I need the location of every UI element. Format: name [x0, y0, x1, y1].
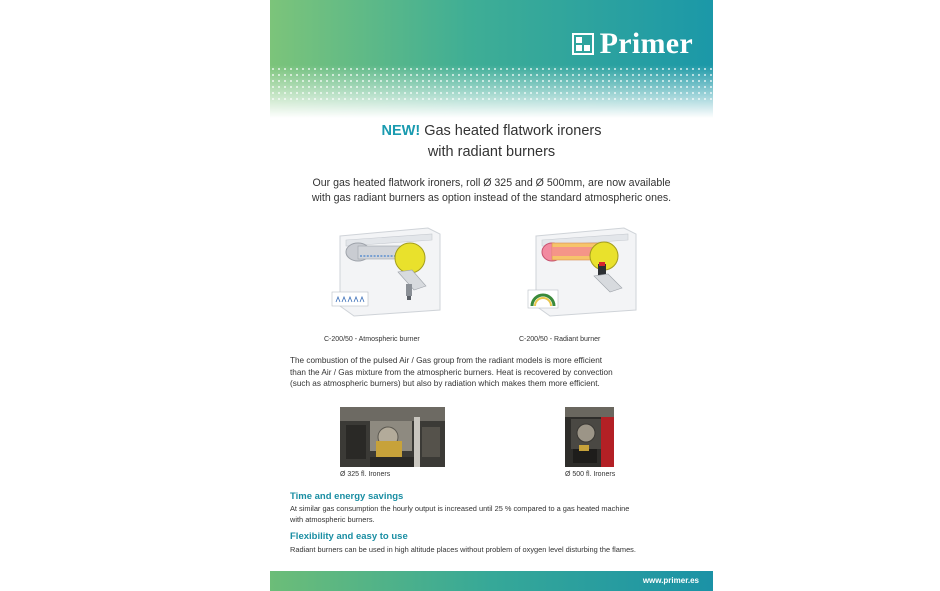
photo-325-ironer: [340, 407, 445, 467]
section-heading-flexibility: Flexibility and easy to use: [290, 531, 408, 542]
section-heading-savings: Time and energy savings: [290, 491, 404, 502]
page-title: [270, 121, 713, 163]
combustion-paragraph: [290, 355, 700, 390]
intro-line-2: with gas radiant burners as option instead of the standard atmospheric ones.: [311, 192, 672, 204]
primer-logo: [572, 27, 693, 61]
radiant-burner-diagram: [524, 226, 642, 318]
savings-line-1: At similar gas consumption the hourly output is increased until 25 % compared to a gas heated machine: [290, 504, 630, 513]
combustion-line-2: than the Air / Gas mixture from the atmospheric burners. Heat is recovered by convection: [290, 367, 613, 377]
intro-paragraph: [290, 176, 693, 206]
savings-line-2: with atmospheric burners.: [290, 514, 375, 524]
primer-logo-icon: [572, 33, 594, 55]
combustion-line-1: The combustion of the pulsed Air / Gas group from the radiant models is more efficient: [290, 356, 603, 365]
section-text-savings: [290, 504, 700, 525]
combustion-line-3: (such as atmospheric burners) but also by radiation which makes them more efficient.: [290, 379, 600, 388]
photo-500-ironer: [565, 407, 614, 467]
dot-pattern: [270, 66, 713, 100]
flexibility-line-1: Radiant burners can be used in high altitude places without problem of oxygen level disturbing the flames.: [290, 545, 636, 554]
flyer-page: [270, 0, 713, 591]
atmospheric-burner-diagram: [328, 226, 446, 318]
section-text-flexibility: [290, 545, 700, 556]
brand-name: Primer: [599, 27, 693, 60]
photo-caption-325: Ø 325 fl. Ironers: [340, 471, 391, 478]
figure-caption-radiant: C-200/50 - Radiant burner: [519, 336, 601, 343]
header-banner: [270, 0, 713, 118]
title-line-1: Gas heated flatwork ironers: [424, 123, 602, 139]
title-line-2: with radiant burners: [427, 144, 556, 160]
footer-bar: [270, 571, 713, 591]
figure-caption-atmospheric: C-200/50 - Atmospheric burner: [324, 336, 420, 343]
photo-caption-500: Ø 500 fl. Ironers: [565, 471, 616, 478]
intro-line-1: Our gas heated flatwork ironers, roll Ø 325 and Ø 500mm, are now available: [312, 177, 671, 189]
website-link[interactable]: www.primer.es: [642, 576, 699, 585]
new-label: NEW!: [381, 123, 421, 139]
